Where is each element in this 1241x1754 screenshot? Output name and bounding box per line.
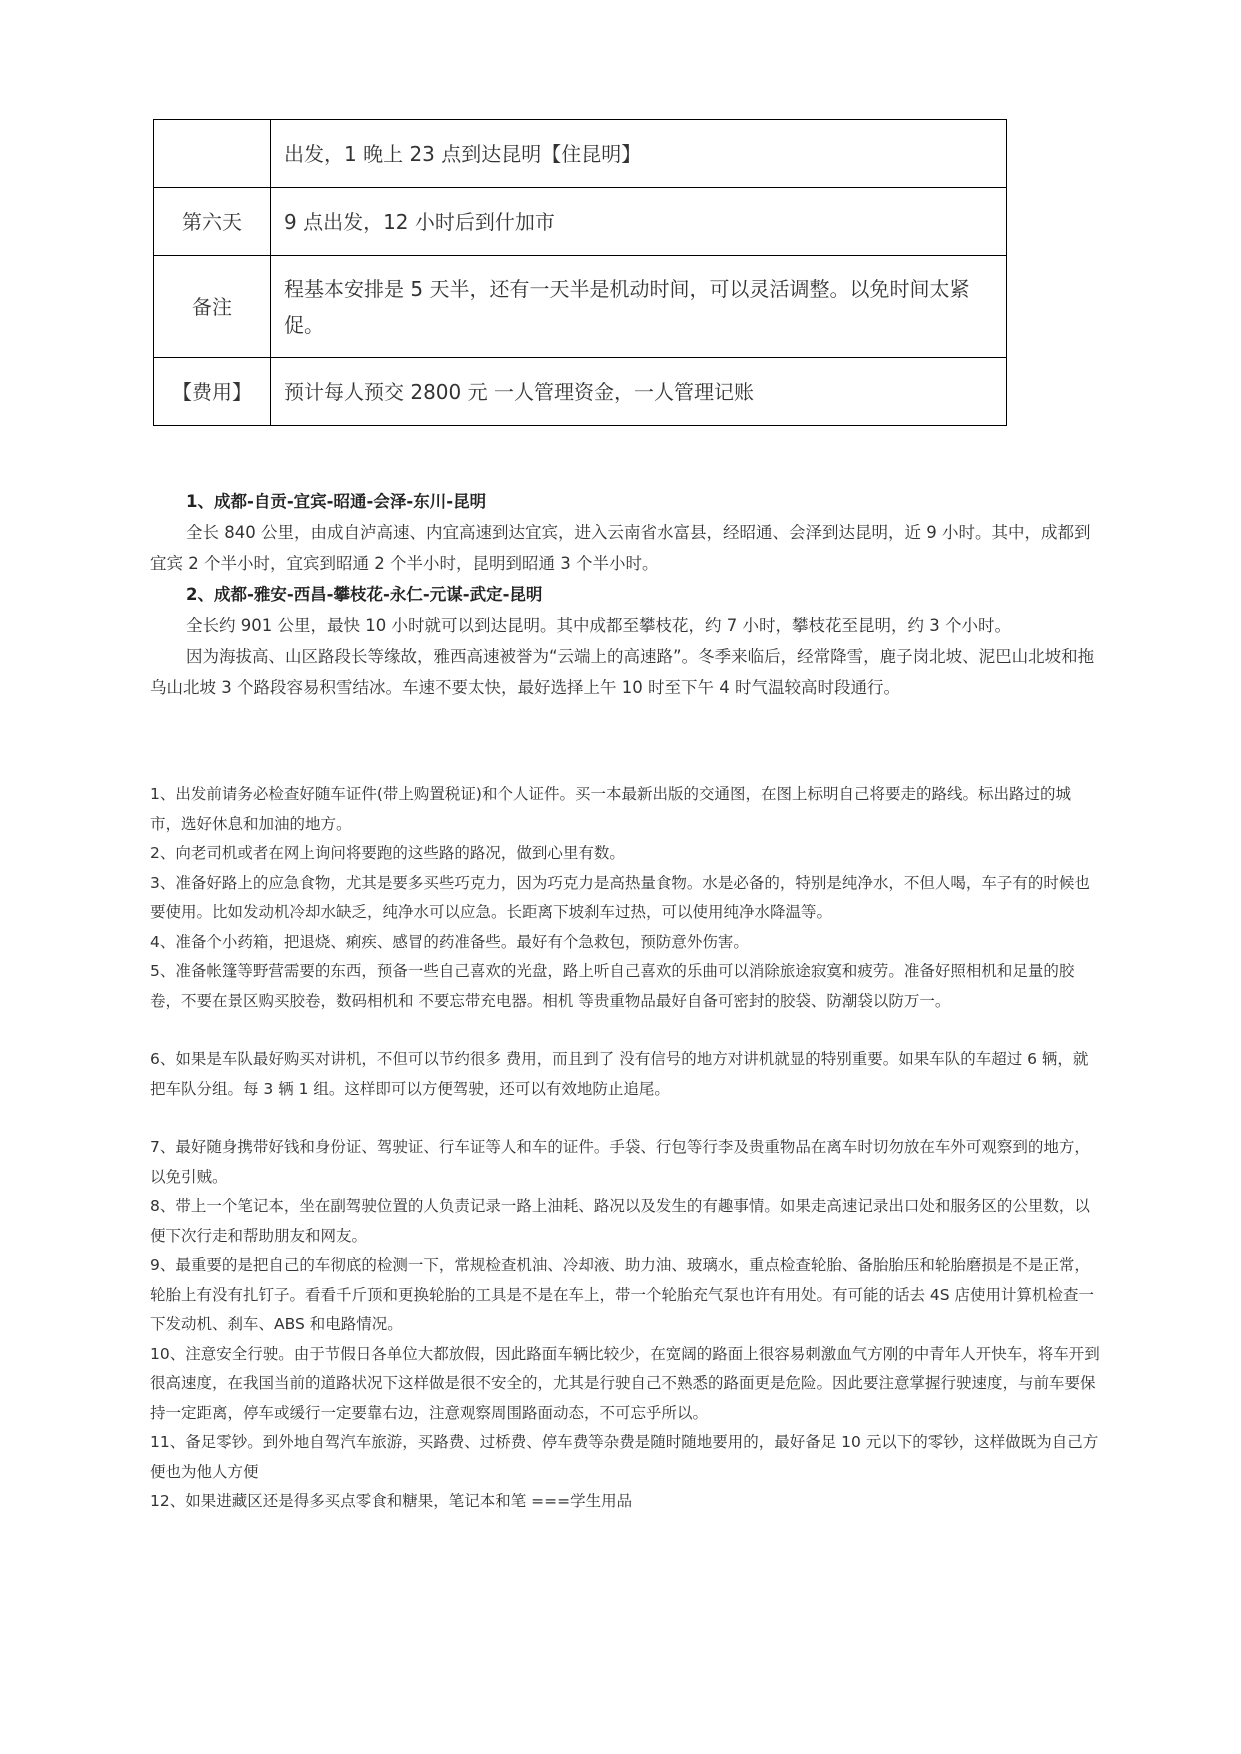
tip-item: 7、最好随身携带好钱和身份证、驾驶证、行车证等人和车的证件。手袋、行包等行李及贵重物品在离车时切勿放在车外可观察到的地方，以免引贼。	[150, 1138, 1090, 1186]
table-row	[154, 256, 1007, 358]
tip-item: 9、最重要的是把自己的车彻底的检测一下，常规检查机油、冷却液、助力油、玻璃水，重点检查轮胎、备胎胎压和轮胎磨损是不是正常，轮胎上有没有扎钉子。看看千斤顶和更换轮胎的工具是不是在车上，带一个轮胎充气泵也许有用处。有可能的话去 4S 店使用计算机检查一下发动机、刹车、ABS 和电路情况。	[150, 1256, 1095, 1333]
tip-item: 1、出发前请务必检查好随车证件(带上购置税证)和个人证件。买一本最新出版的交通图，在图上标明自己将要走的路线。标出路过的城市，选好休息和加油的地方。	[150, 785, 1071, 833]
table-row	[154, 358, 1007, 426]
row-label: 【费用】	[154, 358, 271, 426]
row-content: 预计每人预交 2800 元 一人管理资金，一人管理记账	[271, 358, 1007, 426]
route-1-heading: 1、成都-自贡-宜宾-昭通-会泽-东川-昆明	[186, 492, 487, 511]
tip-item: 2、向老司机或者在网上询问将要跑的这些路的路况，做到心里有数。	[150, 844, 625, 862]
itinerary-table	[153, 119, 1007, 426]
tip-item: 5、准备帐篷等野营需要的东西，预备一些自己喜欢的光盘，路上听自己喜欢的乐曲可以消除旅途寂寞和疲劳。准备好照相机和足量的胶卷，不要在景区购买胶卷，数码相机和 不要忘带充电器。相机 等贵重物品最好自备可密封的胶袋、防潮袋以防万一。	[150, 962, 1075, 1010]
row-content: 出发，1 晚上 23 点到达昆明【住昆明】	[271, 120, 1007, 188]
row-content: 程基本安排是 5 天半，还有一天半是机动时间，可以灵活调整。以免时间太紧促。	[271, 256, 1007, 358]
route-2-weather-note: 因为海拔高、山区路段长等缘故，雅西高速被誉为“云端上的高速路”。冬季来临后，经常降雪，鹿子岗北坡、泥巴山北坡和拖乌山北坡 3 个路段容易积雪结冰。车速不要太快，最好选择上午 10 时至下午 4 时气温较高时段通行。	[150, 647, 1095, 697]
tip-item: 12、如果进藏区还是得多买点零食和糖果，笔记本和笔 ===学生用品	[150, 1492, 633, 1510]
row-label	[154, 120, 271, 188]
tip-item: 4、准备个小药箱，把退烧、痢疾、感冒的药准备些。最好有个急救包，预防意外伤害。	[150, 932, 749, 951]
spacer	[150, 1016, 1100, 1045]
routes-section	[150, 486, 1105, 703]
tip-item: 6、如果是车队最好购买对讲机，不但可以节约很多 费用，而且到了 没有信号的地方对讲机就显的特别重要。如果车队的车超过 6 辆，就把车队分组。每 3 辆 1 组。这样即可以方便驾驶，还可以有效地防止追尾。	[150, 1050, 1089, 1098]
tip-item: 3、准备好路上的应急食物，尤其是要多买些巧克力，因为巧克力是高热量食物。水是必备的，特别是纯净水，不但人喝，车子有的时候也要使用。比如发动机冷却水缺乏，纯净水可以应急。长距离下坡刹车过热，可以使用纯净水降温等。	[150, 873, 1090, 921]
table-row	[154, 120, 1007, 188]
route-2-description: 全长约 901 公里，最快 10 小时就可以到达昆明。其中成都至攀枝花，约 7 小时，攀枝花至昆明，约 3 个小时。	[186, 616, 1011, 635]
table-row	[154, 188, 1007, 256]
row-content: 9 点出发，12 小时后到什加市	[271, 188, 1007, 256]
tip-item: 8、带上一个笔记本，坐在副驾驶位置的人负责记录一路上油耗、路况以及发生的有趣事情。如果走高速记录出口处和服务区的公里数，以便下次行走和帮助朋友和网友。	[150, 1197, 1090, 1245]
tip-item: 11、备足零钞。到外地自驾汽车旅游，买路费、过桥费、停车费等杂费是随时随地要用的，最好备足 10 元以下的零钞，这样做既为自己方便也为他人方便	[150, 1433, 1099, 1481]
route-2-heading: 2、成都-雅安-西昌-攀枝花-永仁-元谋-武定-昆明	[186, 585, 543, 604]
spacer	[150, 1104, 1100, 1133]
travel-tips-section	[150, 780, 1100, 1517]
tip-item: 10、注意安全行驶。由于节假日各单位大都放假，因此路面车辆比较少，在宽阔的路面上很容易刺激血气方刚的中青年人开快车，将车开到很高速度，在我国当前的道路状况下这样做是很不安全的，尤其是行驶自己不熟悉的路面更是危险。因此要注意掌握行驶速度，与前车要保持一定距离，停车或缓行一定要靠右边，注意观察周围路面动态，不可忘乎所以。	[150, 1344, 1100, 1422]
route-1-description: 全长 840 公里，由成自泸高速、内宜高速到达宜宾，进入云南省水富县，经昭通、会泽到达昆明，近 9 小时。其中，成都到宜宾 2 个半小时，宜宾到昭通 2 个半小时，昆明到昭通 3 个半小时。	[150, 523, 1091, 573]
row-label: 第六天	[154, 188, 271, 256]
row-label: 备注	[154, 256, 271, 358]
